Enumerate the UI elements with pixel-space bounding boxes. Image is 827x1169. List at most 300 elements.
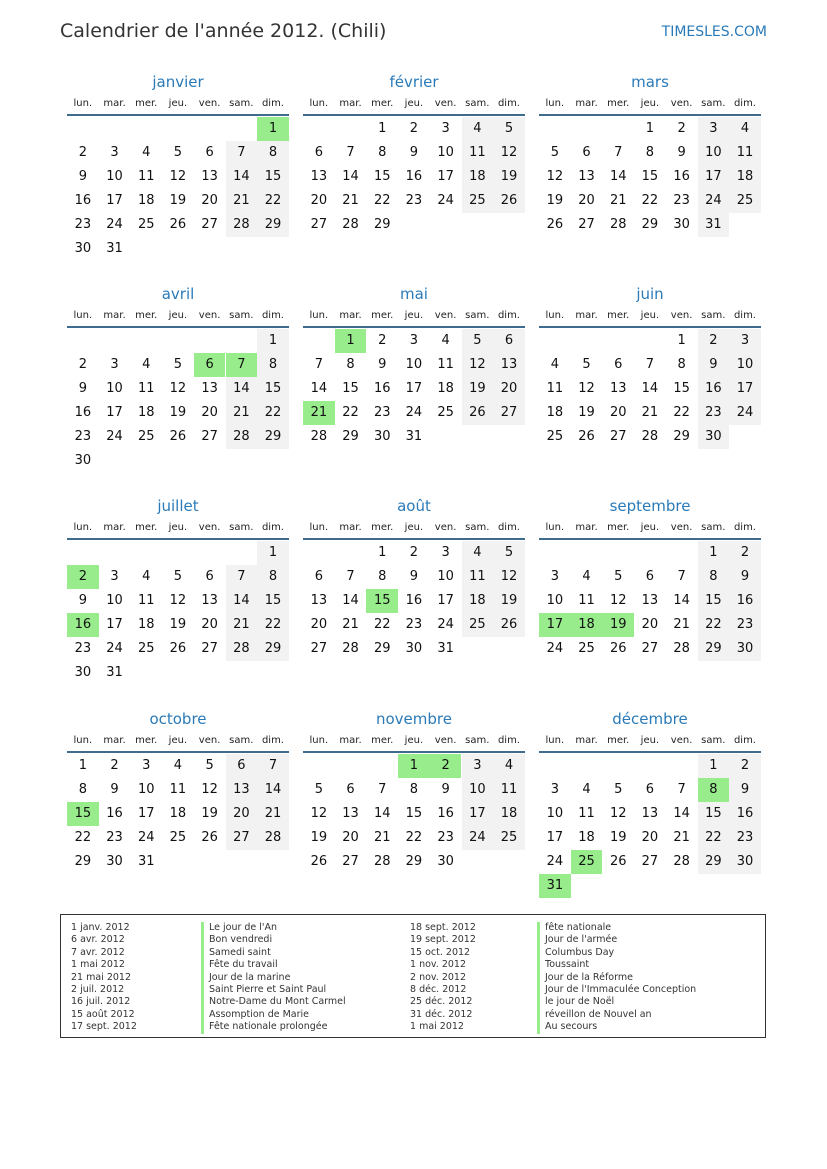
day-cell[interactable]: 1 [78,758,87,773]
day-cell[interactable]: 30 [698,425,730,449]
day-cell[interactable]: 7 [346,569,355,584]
day-cell[interactable]: 15 [373,169,391,184]
day-cell[interactable]: 10 [106,381,123,396]
day-cell[interactable]: 11 [462,141,494,165]
day-cell[interactable]: 24 [729,401,761,425]
day-cell[interactable]: 20 [578,193,595,208]
day-cell[interactable]: 14 [226,377,258,401]
day-cell[interactable]: 18 [437,381,454,396]
day-cell[interactable]: 6 [493,329,525,353]
day-cell[interactable]: 15 [673,381,690,396]
day-cell[interactable]: 13 [493,353,525,377]
day-cell[interactable]: 5 [173,357,183,372]
day-cell[interactable]: 25 [462,613,494,637]
day-cell[interactable]: 30 [729,850,761,874]
day-cell[interactable]: 23 [405,617,423,632]
day-cell[interactable]: 26 [609,854,627,869]
day-cell[interactable]: 10 [106,593,123,608]
day-cell[interactable]: 6 [645,569,655,584]
day-cell[interactable]: 26 [609,641,627,656]
day-cell[interactable]: 12 [169,381,187,396]
day-cell[interactable]: 4 [462,541,494,565]
day-cell[interactable]: 21 [673,830,690,845]
day-cell[interactable]: 9 [378,357,387,372]
day-cell[interactable]: 11 [437,357,454,372]
day-cell[interactable]: 27 [201,429,218,444]
day-cell[interactable]: 24 [405,405,423,420]
day-cell[interactable]: 29 [257,637,289,661]
day-cell[interactable]: 27 [201,217,218,232]
day-cell[interactable]: 12 [310,806,328,821]
holiday-day-cell[interactable]: 2 [430,754,462,778]
day-cell[interactable]: 26 [310,854,328,869]
day-cell[interactable]: 26 [169,641,187,656]
day-cell[interactable]: 29 [698,850,730,874]
day-cell[interactable]: 3 [409,333,419,348]
day-cell[interactable]: 7 [257,754,289,778]
day-cell[interactable]: 23 [729,826,761,850]
day-cell[interactable]: 15 [405,806,423,821]
day-cell[interactable]: 2 [729,754,761,778]
day-cell[interactable]: 23 [106,830,123,845]
day-cell[interactable]: 19 [609,830,627,845]
day-cell[interactable]: 23 [373,405,391,420]
day-cell[interactable]: 12 [201,782,218,797]
day-cell[interactable]: 28 [257,826,289,850]
day-cell[interactable]: 4 [142,145,151,160]
day-cell[interactable]: 12 [493,565,525,589]
day-cell[interactable]: 18 [137,405,155,420]
day-cell[interactable]: 2 [78,357,87,372]
day-cell[interactable]: 22 [405,830,423,845]
day-cell[interactable]: 5 [550,145,559,160]
day-cell[interactable]: 19 [546,193,564,208]
day-cell[interactable]: 17 [462,802,494,826]
holiday-day-cell[interactable]: 21 [303,401,335,425]
day-cell[interactable]: 19 [493,589,525,613]
day-cell[interactable]: 20 [201,405,218,420]
day-cell[interactable]: 29 [257,213,289,237]
day-cell[interactable]: 12 [169,169,187,184]
day-cell[interactable]: 3 [441,121,450,136]
day-cell[interactable]: 24 [698,189,730,213]
day-cell[interactable]: 22 [257,401,289,425]
day-cell[interactable]: 28 [226,637,258,661]
holiday-day-cell[interactable]: 2 [67,565,99,589]
day-cell[interactable]: 11 [137,169,155,184]
day-cell[interactable]: 29 [373,641,391,656]
day-cell[interactable]: 31 [106,241,123,256]
day-cell[interactable]: 24 [106,217,123,232]
day-cell[interactable]: 18 [137,617,155,632]
day-cell[interactable]: 1 [645,121,655,136]
day-cell[interactable]: 10 [698,141,730,165]
day-cell[interactable]: 28 [641,429,659,444]
day-cell[interactable]: 9 [441,782,450,797]
day-cell[interactable]: 19 [169,193,187,208]
day-cell[interactable]: 3 [110,357,119,372]
day-cell[interactable]: 14 [641,381,659,396]
day-cell[interactable]: 4 [173,758,183,773]
day-cell[interactable]: 25 [493,826,525,850]
day-cell[interactable]: 16 [74,193,92,208]
day-cell[interactable]: 16 [698,377,730,401]
day-cell[interactable]: 17 [106,617,123,632]
day-cell[interactable]: 28 [226,213,258,237]
day-cell[interactable]: 9 [729,565,761,589]
day-cell[interactable]: 23 [74,641,92,656]
day-cell[interactable]: 6 [226,754,258,778]
day-cell[interactable]: 20 [493,377,525,401]
day-cell[interactable]: 28 [609,217,627,232]
day-cell[interactable]: 11 [169,782,187,797]
day-cell[interactable]: 23 [437,830,454,845]
day-cell[interactable]: 5 [493,541,525,565]
holiday-day-cell[interactable]: 25 [571,850,603,874]
day-cell[interactable]: 21 [226,613,258,637]
day-cell[interactable]: 31 [106,665,123,680]
day-cell[interactable]: 13 [226,778,258,802]
day-cell[interactable]: 23 [74,217,92,232]
day-cell[interactable]: 22 [373,617,391,632]
day-cell[interactable]: 1 [378,121,387,136]
holiday-day-cell[interactable]: 1 [398,754,430,778]
day-cell[interactable]: 26 [169,217,187,232]
day-cell[interactable]: 20 [609,405,627,420]
day-cell[interactable]: 13 [342,806,359,821]
day-cell[interactable]: 30 [74,241,92,256]
day-cell[interactable]: 8 [378,569,387,584]
day-cell[interactable]: 3 [441,545,450,560]
day-cell[interactable]: 8 [677,357,686,372]
day-cell[interactable]: 27 [310,641,328,656]
day-cell[interactable]: 21 [342,193,359,208]
day-cell[interactable]: 29 [673,429,690,444]
day-cell[interactable]: 10 [437,145,454,160]
day-cell[interactable]: 5 [493,117,525,141]
day-cell[interactable]: 31 [698,213,730,237]
day-cell[interactable]: 5 [205,758,214,773]
day-cell[interactable]: 16 [106,806,123,821]
day-cell[interactable]: 12 [493,141,525,165]
day-cell[interactable]: 2 [78,145,87,160]
day-cell[interactable]: 20 [641,617,659,632]
day-cell[interactable]: 14 [373,806,391,821]
day-cell[interactable]: 27 [201,641,218,656]
day-cell[interactable]: 27 [342,854,359,869]
day-cell[interactable]: 24 [546,854,564,869]
day-cell[interactable]: 21 [257,802,289,826]
day-cell[interactable]: 8 [257,353,289,377]
day-cell[interactable]: 23 [729,613,761,637]
day-cell[interactable]: 5 [582,357,591,372]
day-cell[interactable]: 26 [578,429,595,444]
day-cell[interactable]: 15 [257,377,289,401]
day-cell[interactable]: 4 [441,333,450,348]
day-cell[interactable]: 3 [550,782,559,797]
day-cell[interactable]: 16 [437,806,454,821]
day-cell[interactable]: 7 [645,357,655,372]
day-cell[interactable]: 7 [614,145,623,160]
day-cell[interactable]: 1 [698,754,730,778]
day-cell[interactable]: 11 [462,565,494,589]
day-cell[interactable]: 25 [137,641,155,656]
day-cell[interactable]: 18 [462,165,494,189]
day-cell[interactable]: 27 [226,826,258,850]
day-cell[interactable]: 31 [405,429,423,444]
day-cell[interactable]: 20 [310,617,328,632]
day-cell[interactable]: 29 [641,217,659,232]
day-cell[interactable]: 25 [437,405,454,420]
day-cell[interactable]: 30 [373,429,391,444]
day-cell[interactable]: 12 [609,593,627,608]
day-cell[interactable]: 24 [106,641,123,656]
day-cell[interactable]: 23 [405,193,423,208]
day-cell[interactable]: 9 [110,782,119,797]
day-cell[interactable]: 21 [373,830,391,845]
day-cell[interactable]: 16 [405,169,423,184]
day-cell[interactable]: 25 [729,189,761,213]
day-cell[interactable]: 26 [493,189,525,213]
day-cell[interactable]: 20 [342,830,359,845]
day-cell[interactable]: 16 [373,381,391,396]
day-cell[interactable]: 11 [137,381,155,396]
day-cell[interactable]: 8 [698,565,730,589]
holiday-day-cell[interactable]: 18 [571,613,603,637]
day-cell[interactable]: 26 [201,830,218,845]
day-cell[interactable]: 2 [677,121,686,136]
day-cell[interactable]: 16 [405,593,423,608]
day-cell[interactable]: 3 [550,569,559,584]
day-cell[interactable]: 14 [673,593,690,608]
day-cell[interactable]: 6 [614,357,623,372]
day-cell[interactable]: 29 [373,217,391,232]
day-cell[interactable]: 5 [614,782,623,797]
day-cell[interactable]: 5 [173,145,183,160]
day-cell[interactable]: 7 [226,141,258,165]
day-cell[interactable]: 28 [342,217,359,232]
day-cell[interactable]: 11 [578,593,595,608]
day-cell[interactable]: 14 [342,593,359,608]
day-cell[interactable]: 6 [582,145,591,160]
day-cell[interactable]: 13 [641,593,659,608]
day-cell[interactable]: 18 [462,589,494,613]
day-cell[interactable]: 29 [698,637,730,661]
day-cell[interactable]: 27 [493,401,525,425]
day-cell[interactable]: 27 [641,854,659,869]
day-cell[interactable]: 7 [314,357,323,372]
day-cell[interactable]: 15 [698,589,730,613]
day-cell[interactable]: 13 [201,169,218,184]
day-cell[interactable]: 14 [226,589,258,613]
day-cell[interactable]: 20 [226,802,258,826]
day-cell[interactable]: 22 [373,193,391,208]
day-cell[interactable]: 19 [310,830,328,845]
day-cell[interactable]: 7 [677,782,686,797]
day-cell[interactable]: 6 [205,145,214,160]
day-cell[interactable]: 27 [310,217,328,232]
day-cell[interactable]: 9 [677,145,686,160]
day-cell[interactable]: 30 [106,854,123,869]
day-cell[interactable]: 10 [405,357,423,372]
day-cell[interactable]: 6 [205,569,214,584]
holiday-day-cell[interactable]: 6 [194,353,226,377]
day-cell[interactable]: 19 [201,806,218,821]
day-cell[interactable]: 3 [142,758,151,773]
day-cell[interactable]: 2 [378,333,387,348]
day-cell[interactable]: 19 [169,405,187,420]
day-cell[interactable]: 29 [257,425,289,449]
holiday-day-cell[interactable]: 15 [67,802,99,826]
day-cell[interactable]: 13 [310,169,328,184]
holiday-day-cell[interactable]: 31 [539,874,571,898]
day-cell[interactable]: 17 [729,377,761,401]
day-cell[interactable]: 30 [74,453,92,468]
day-cell[interactable]: 24 [137,830,155,845]
holiday-day-cell[interactable]: 1 [335,329,367,353]
day-cell[interactable]: 10 [106,169,123,184]
day-cell[interactable]: 5 [614,569,623,584]
day-cell[interactable]: 18 [578,830,595,845]
day-cell[interactable]: 4 [142,569,151,584]
day-cell[interactable]: 29 [405,854,423,869]
day-cell[interactable]: 31 [137,854,155,869]
day-cell[interactable]: 10 [546,593,564,608]
day-cell[interactable]: 8 [78,782,87,797]
day-cell[interactable]: 19 [493,165,525,189]
day-cell[interactable]: 6 [645,782,655,797]
day-cell[interactable]: 12 [578,381,595,396]
day-cell[interactable]: 11 [546,381,564,396]
day-cell[interactable]: 25 [578,641,595,656]
day-cell[interactable]: 24 [437,193,454,208]
day-cell[interactable]: 3 [110,569,119,584]
day-cell[interactable]: 22 [74,830,92,845]
day-cell[interactable]: 2 [729,541,761,565]
day-cell[interactable]: 11 [729,141,761,165]
day-cell[interactable]: 24 [106,429,123,444]
day-cell[interactable]: 8 [346,357,355,372]
day-cell[interactable]: 21 [342,617,359,632]
day-cell[interactable]: 12 [609,806,627,821]
day-cell[interactable]: 15 [342,381,359,396]
day-cell[interactable]: 30 [729,637,761,661]
day-cell[interactable]: 21 [641,405,659,420]
day-cell[interactable]: 22 [673,405,690,420]
day-cell[interactable]: 2 [409,121,419,136]
day-cell[interactable]: 28 [373,854,391,869]
day-cell[interactable]: 4 [550,357,559,372]
day-cell[interactable]: 29 [342,429,359,444]
day-cell[interactable]: 14 [310,381,328,396]
day-cell[interactable]: 6 [314,145,323,160]
day-cell[interactable]: 25 [546,429,564,444]
day-cell[interactable]: 17 [698,165,730,189]
day-cell[interactable]: 24 [462,826,494,850]
day-cell[interactable]: 21 [673,617,690,632]
day-cell[interactable]: 26 [493,613,525,637]
day-cell[interactable]: 4 [582,782,591,797]
day-cell[interactable]: 6 [346,782,355,797]
day-cell[interactable]: 12 [546,169,564,184]
day-cell[interactable]: 24 [546,641,564,656]
day-cell[interactable]: 9 [409,569,419,584]
day-cell[interactable]: 14 [342,169,359,184]
day-cell[interactable]: 16 [74,405,92,420]
day-cell[interactable]: 17 [106,405,123,420]
day-cell[interactable]: 4 [142,357,151,372]
day-cell[interactable]: 16 [673,169,690,184]
day-cell[interactable]: 14 [673,806,690,821]
day-cell[interactable]: 2 [409,545,419,560]
day-cell[interactable]: 26 [169,429,187,444]
day-cell[interactable]: 19 [462,377,494,401]
day-cell[interactable]: 28 [342,641,359,656]
day-cell[interactable]: 1 [378,545,387,560]
day-cell[interactable]: 11 [578,806,595,821]
day-cell[interactable]: 14 [257,778,289,802]
day-cell[interactable]: 20 [641,830,659,845]
day-cell[interactable]: 1 [257,541,289,565]
day-cell[interactable]: 20 [310,193,328,208]
day-cell[interactable]: 30 [437,854,454,869]
day-cell[interactable]: 6 [314,569,323,584]
day-cell[interactable]: 25 [462,189,494,213]
day-cell[interactable]: 8 [257,565,289,589]
day-cell[interactable]: 26 [462,401,494,425]
day-cell[interactable]: 30 [673,217,690,232]
day-cell[interactable]: 19 [578,405,595,420]
day-cell[interactable]: 4 [493,754,525,778]
day-cell[interactable]: 9 [78,593,87,608]
day-cell[interactable]: 22 [641,193,659,208]
day-cell[interactable]: 26 [546,217,564,232]
day-cell[interactable]: 17 [106,193,123,208]
day-cell[interactable]: 13 [201,381,218,396]
day-cell[interactable]: 9 [729,778,761,802]
day-cell[interactable]: 2 [110,758,119,773]
day-cell[interactable]: 12 [169,593,187,608]
day-cell[interactable]: 25 [169,830,187,845]
day-cell[interactable]: 7 [226,565,258,589]
day-cell[interactable]: 14 [609,169,627,184]
day-cell[interactable]: 31 [437,641,454,656]
day-cell[interactable]: 13 [609,381,627,396]
holiday-day-cell[interactable]: 7 [226,353,258,377]
day-cell[interactable]: 11 [137,593,155,608]
day-cell[interactable]: 16 [729,589,761,613]
day-cell[interactable]: 5 [462,329,494,353]
day-cell[interactable]: 8 [645,145,655,160]
holiday-day-cell[interactable]: 1 [257,117,289,141]
day-cell[interactable]: 17 [437,593,454,608]
day-cell[interactable]: 9 [78,169,87,184]
holiday-day-cell[interactable]: 17 [539,613,571,637]
day-cell[interactable]: 10 [137,782,155,797]
day-cell[interactable]: 30 [405,641,423,656]
day-cell[interactable]: 17 [546,830,564,845]
day-cell[interactable]: 13 [641,806,659,821]
day-cell[interactable]: 15 [641,169,659,184]
day-cell[interactable]: 9 [409,145,419,160]
day-cell[interactable]: 24 [437,617,454,632]
day-cell[interactable]: 18 [729,165,761,189]
day-cell[interactable]: 12 [462,353,494,377]
day-cell[interactable]: 3 [729,329,761,353]
day-cell[interactable]: 10 [546,806,564,821]
site-link[interactable]: TIMESLES.COM [661,24,767,40]
holiday-day-cell[interactable]: 19 [602,613,634,637]
